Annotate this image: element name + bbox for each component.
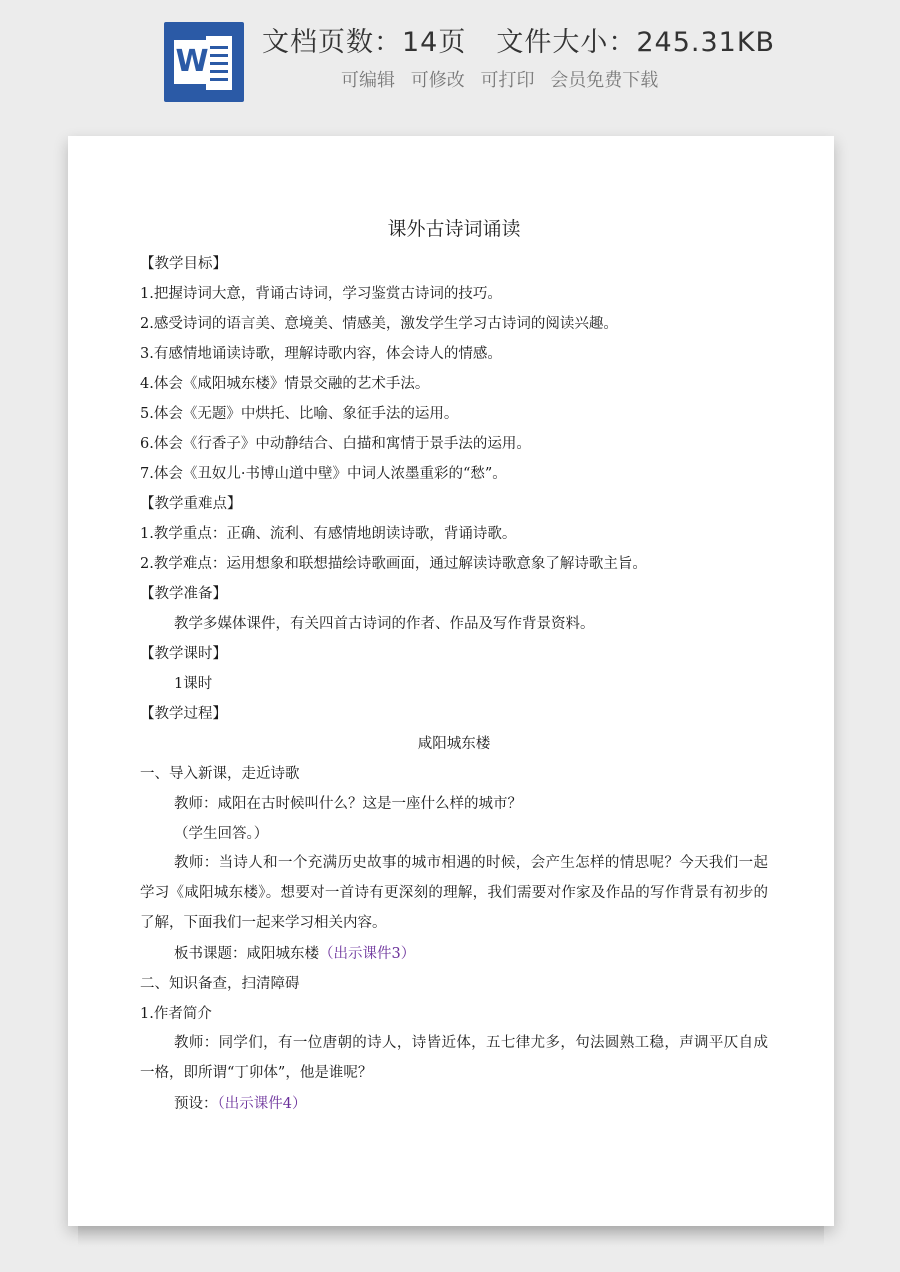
preset-line: [174, 1094, 306, 1114]
section-heading: 一、导入新课，走近诗歌: [140, 766, 300, 782]
feature-modifiable: 可修改: [410, 70, 465, 91]
section-heading: 二、知识备查，扫清障碍: [140, 976, 300, 992]
student-answer: （学生回答。）: [174, 826, 269, 842]
hours-heading: 【教学课时】: [140, 646, 227, 662]
process-heading: 【教学过程】: [140, 706, 227, 722]
word-document-icon: [164, 22, 244, 102]
goal-item: 2.感受诗词的语言美、意境美、情感美，激发学生学习古诗词的阅读兴趣。: [140, 316, 618, 332]
prep-text: 教学多媒体课件，有关四首古诗词的作者、作品及写作背景资料。: [174, 616, 595, 632]
teacher-question: 教师：咸阳在古时候叫什么？这是一座什么样的城市？: [174, 796, 522, 812]
goal-item: 3.有感情地诵读诗歌，理解诗歌内容，体会诗人的情感。: [140, 346, 502, 362]
teacher-question-paragraph: 教师：同学们，有一位唐朝的诗人，诗皆近体，五七律尤多，句法圆熟工稳，声调平仄自成一格，即所谓“丁卯体”，他是谁呢？: [140, 1035, 768, 1081]
document-page: [68, 136, 834, 1226]
goal-heading: 【教学目标】: [140, 256, 227, 272]
file-size: 文件大小：245.31KB: [496, 27, 776, 58]
goal-item: 5.体会《无题》中烘托、比喻、象征手法的运用。: [140, 406, 459, 422]
teacher-intro-paragraph: 教师：当诗人和一个充满历史故事的城市相遇的时候，会产生怎样的情思呢？今天我们一起学习《咸阳城东楼》。想要对一首诗有更深刻的理解，我们需要对作家及作品的写作背景有初步的了解，下面我们一起来学习相关内容。: [140, 855, 768, 931]
key-item: 2.教学难点：运用想象和联想描绘诗歌画面，通过解读诗歌意象了解诗歌主旨。: [140, 556, 647, 572]
feature-editable: 可编辑: [341, 70, 395, 91]
hours-text: 1课时: [174, 676, 213, 692]
poem-title: 咸阳城东楼: [417, 736, 491, 752]
board-title: 板书课题：咸阳城东楼: [174, 946, 319, 962]
feature-member-free: 会员免费下载: [550, 70, 659, 91]
feature-list: [341, 66, 668, 92]
feature-printable: 可打印: [480, 70, 535, 91]
download-header: [0, 0, 900, 120]
goal-item: 1.把握诗词大意，背诵古诗词，学习鉴赏古诗词的技巧。: [140, 286, 502, 302]
file-info: [262, 20, 775, 59]
board-title-line: [174, 944, 415, 964]
page-count: 文档页数：14页: [262, 27, 467, 58]
goal-item: 4.体会《咸阳城东楼》情景交融的艺术手法。: [140, 376, 430, 392]
courseware-note: （出示课件3）: [319, 946, 416, 962]
goal-item: 7.体会《丑奴儿·书博山道中壁》中词人浓墨重彩的“愁”。: [140, 466, 507, 482]
word-letter-badge: W: [174, 40, 210, 84]
prep-heading: 【教学准备】: [140, 586, 227, 602]
author-heading: 1.作者简介: [140, 1006, 212, 1022]
goal-item: 6.体会《行香子》中动静结合、白描和寓情于景手法的运用。: [140, 436, 531, 452]
document-title: 课外古诗词诵读: [387, 218, 521, 240]
courseware-note: （出示课件4）: [217, 1096, 307, 1112]
key-item: 1.教学重点：正确、流利、有感情地朗读诗歌，背诵诗歌。: [140, 526, 517, 542]
page-shadow: [78, 1226, 824, 1246]
preset-label: 预设：: [174, 1096, 218, 1112]
key-heading: 【教学重难点】: [140, 496, 242, 512]
